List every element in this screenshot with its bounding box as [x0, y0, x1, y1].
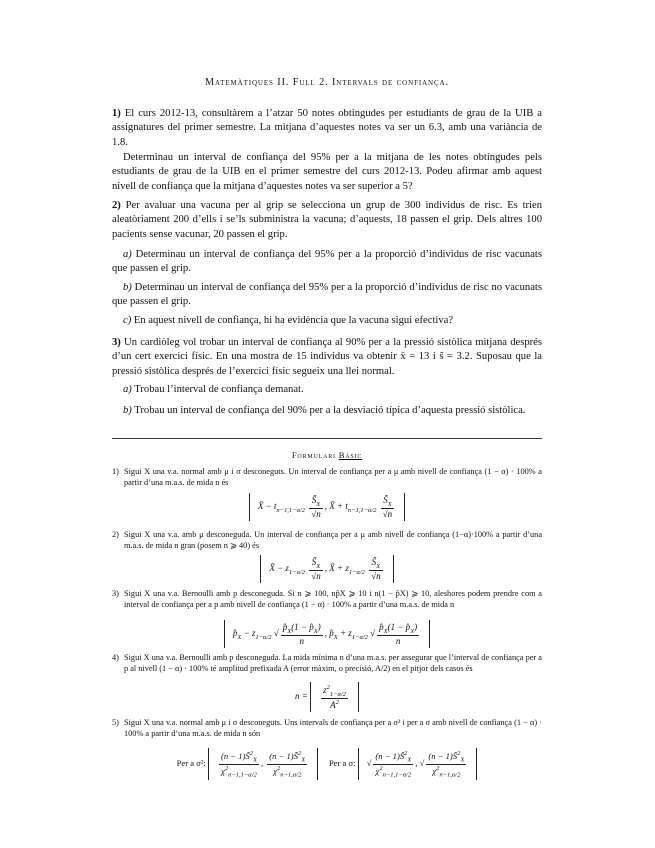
formula-item-5: [112, 718, 542, 739]
formula-item-1: [112, 467, 542, 488]
problem-1-question: Determinau un interval de confiança del 95% per a la mitjana de les notes obtingudes pels estudiants de grau de la UIB en el primer semestre del curs 2012-13. Podeu afirmar amb aquest nivell de confiança que la mitjana d’aquestes notes va ser superior a 5?: [112, 152, 542, 192]
formula-2-frac-a: $\frac{S̃_X}{√n}$: [311, 557, 321, 581]
formula-item-5-number: 5): [112, 718, 119, 727]
formula-3-frac-b: $\frac{p̂_X(1 - p̂_X)}{n}$: [379, 622, 418, 646]
problem-2c-label: c): [123, 315, 132, 326]
formula-item-5-text: Sigui X una v.a. normal amb μ i σ desconeguts. Uns intervals de confiança per a σ² i per a σ amb nivell de confiança (1 − α) · 100% a partir d’una m.a.s. de mida n són: [124, 718, 542, 738]
formula-2-frac-b: $\frac{S̃_X}{√n}$: [371, 557, 381, 581]
formula-4-ceiling: [310, 682, 359, 712]
page-title: Matemàtiques II. Full 2. Intervals de confiança.: [205, 77, 449, 88]
formula-5-frac-a: $\frac{(n - 1)S̃^2_X}{\chi^2_{n-1,1-\alpha/2}}$: [220, 750, 257, 779]
problem-3a-text: Trobau l’interval de confiança demanat.: [134, 384, 304, 395]
formula-5-frac-c: $\frac{(n - 1)S̃^2_X}{\chi^2_{n-1,1-\alpha/2}}$: [375, 750, 412, 779]
problem-2b: [112, 281, 542, 310]
formula-3-frac-a: $\frac{p̂_X(1 - p̂_X)}{n}$: [282, 622, 321, 646]
problem-3-number: 3): [112, 337, 121, 348]
problem-3: [112, 336, 542, 379]
section-divider: [112, 438, 542, 439]
formula-item-4-text: Sigui X una v.a. Bernoulli amb p desconeguda. La mida mínima n d’una m.a.s. per assegurar que l’interval de confiança per a p al nivell (1 − α) · 100% té amplitud prefixada A (error màxim, o precisió, A/2) en el pitjor dels casos és: [124, 653, 542, 673]
formula-item-4-number: 4): [112, 653, 119, 662]
problem-3-text: Un cardiòleg vol trobar un interval de confiança al 90% per a la pressió sistòlica mitjana després d’un cert exercici físic. En una mostra de 15 individus va obtenir x̄ = 13 i s̃ = 3.2. Suposau que la pressió sistòlica després de l’exercici físic segueix una llei normal.: [112, 337, 542, 377]
formula-1-frac-b: $\frac{S̃_X}{√n}$: [382, 495, 393, 519]
formula-5-frac-d: $\frac{(n - 1)S̃^2_X}{\chi^2_{n-1,\alpha/2}}$: [428, 750, 465, 779]
formula-1-frac-a: $\frac{S̃_X}{√n}$: [311, 495, 321, 519]
formula-2-interval: X̄ − $z_{1-\alpha/2}$ $\frac{S̃_X}{√n}$ , X̄ + $z_{1-\alpha/2}$ $\frac{S̃_X}{√n}$: [260, 555, 393, 583]
problem-2c-text: En aquest nivell de confiança, hi ha evidència que la vacuna sigui efectiva?: [133, 315, 454, 326]
formula-item-2-text: Sigui X una v.a. amb μ desconeguda. Un interval de confiança per a μ amb nivell de confiança (1−α)·100% a partir d’una m.a.s. de mida n gran (posem n ⩾ 40) és: [124, 530, 542, 550]
formulari-title-underlined: Bàsic: [338, 450, 363, 460]
problem-2c: [112, 314, 542, 328]
problem-2-text: Per avaluar una vacuna per al grip se selecciona un grup de 300 individus de risc. Es trien aleatòriament 200 d’ells i se’ls subministra la vacuna; d’aquests, 18 passen el grip. Dels altres 100 pacients sense vacunar, 20 passen el grip.: [112, 200, 542, 240]
problem-3b: [112, 404, 542, 418]
formula-5-frac-b: $\frac{(n - 1)S̃^2_X}{\chi^2_{n-1,\alpha/2}}$: [269, 750, 306, 779]
formula-item-3-number: 3): [112, 589, 119, 598]
problem-3b-text: Trobau un interval de confiança del 90% per a la desviació típica d’aquesta pressió sistòlica.: [134, 405, 526, 416]
problem-3a-label: a): [123, 384, 132, 395]
problem-1-number: 1): [112, 108, 121, 119]
formula-item-3-text: Sigui X una v.a. Bernoulli amb p desconeguda. Si n ⩾ 100, np̂X ⩾ 10 i n(1 − p̂X) ⩾ 10, aleshores podem prendre com a interval de confiança per a p amb nivell de confiança (1 − α) · 100% a partir d’una m.a.s. de mida n: [124, 589, 542, 609]
problem-1: [112, 107, 542, 150]
problem-2a-label: a): [123, 249, 132, 260]
problem-3a: [112, 383, 542, 397]
formula-item-1-text: Sigui X una v.a. normal amb μ i σ desconeguts. Un interval de confiança per a μ amb nivell de confiança (1 − α) · 100% a partir d’una m.a.s. de mida n és: [124, 467, 542, 487]
formula-5-sigma-interval: √ $\frac{(n - 1)S̃^2_X}{\chi^2_{n-1,1-\alpha/2}}$ , √ $\frac{(n - 1)S̃^2_X}{\chi^2_{n-1,\alpha/2}}$: [358, 748, 478, 780]
formula-item-1-number: 1): [112, 467, 119, 476]
problem-2a-text: Determinau un interval de confiança del 95% per a la proporció d’individus de risc vacunats que passen el grip.: [112, 249, 542, 275]
problem-2a: [112, 248, 542, 277]
problem-3b-label: b): [123, 405, 132, 416]
per-a-sigma-label: Per a σ:: [328, 758, 356, 769]
problem-2-number: 2): [112, 200, 121, 211]
formula-5-expression: [112, 748, 542, 780]
formulari-title-text: Formulari: [291, 450, 336, 460]
problem-2b-text: Determinau un interval de confiança del 95% per a la proporció d’individus de risc no vacunats que passen el grip.: [112, 282, 542, 308]
formula-2-expression: [112, 555, 542, 583]
formula-1-expression: [112, 493, 542, 521]
problem-2: [112, 199, 542, 242]
formula-item-2: [112, 530, 542, 551]
formula-1-interval: X̄ − $t_{n-1,1-\alpha/2}$ $\frac{S̃_X}{√n}$ , X̄ + $t_{n-1,1-\alpha/2}$ $\frac{S̃_X}{√n}$: [249, 493, 405, 521]
problem-1-text: El curs 2012-13, consultàrem a l’atzar 50 notes obtingudes per estudiants de grau de la UIB a assignatures del primer semestre. La mitjana d’aquestes notes va ser un 6.3, amb una variància de 1.8.: [112, 108, 542, 148]
formula-item-4: [112, 653, 542, 674]
problem-2b-label: b): [123, 282, 132, 293]
formulari-title: [112, 450, 542, 460]
formula-item-2-number: 2): [112, 530, 119, 539]
formula-4-expression: n = $\frac{z^2_{1-\alpha/2}}{A^2}$: [112, 682, 542, 712]
formula-4-frac: $\frac{z^2_{1-\alpha/2}}{A^2}$: [323, 684, 346, 710]
formula-5-sigma2-interval: $\frac{(n - 1)S̃^2_X}{\chi^2_{n-1,1-\alpha/2}}$ , $\frac{(n - 1)S̃^2_X}{\chi^2_{n-1,\alpha/2}}$: [208, 748, 318, 780]
formula-item-3: [112, 589, 542, 610]
formula-3-interval: $p̂_X - z_{1-\alpha/2}$ √ $\frac{p̂_X(1 - p̂_X)}{n}$ , $p̂_X + z_{1-\alpha/2}$ √ $\frac{p̂_X(1 - p̂_X)}{n}$: [224, 620, 430, 648]
formula-3-expression: [112, 620, 542, 648]
per-a-sigma2-label: Per a σ²:: [176, 758, 206, 769]
